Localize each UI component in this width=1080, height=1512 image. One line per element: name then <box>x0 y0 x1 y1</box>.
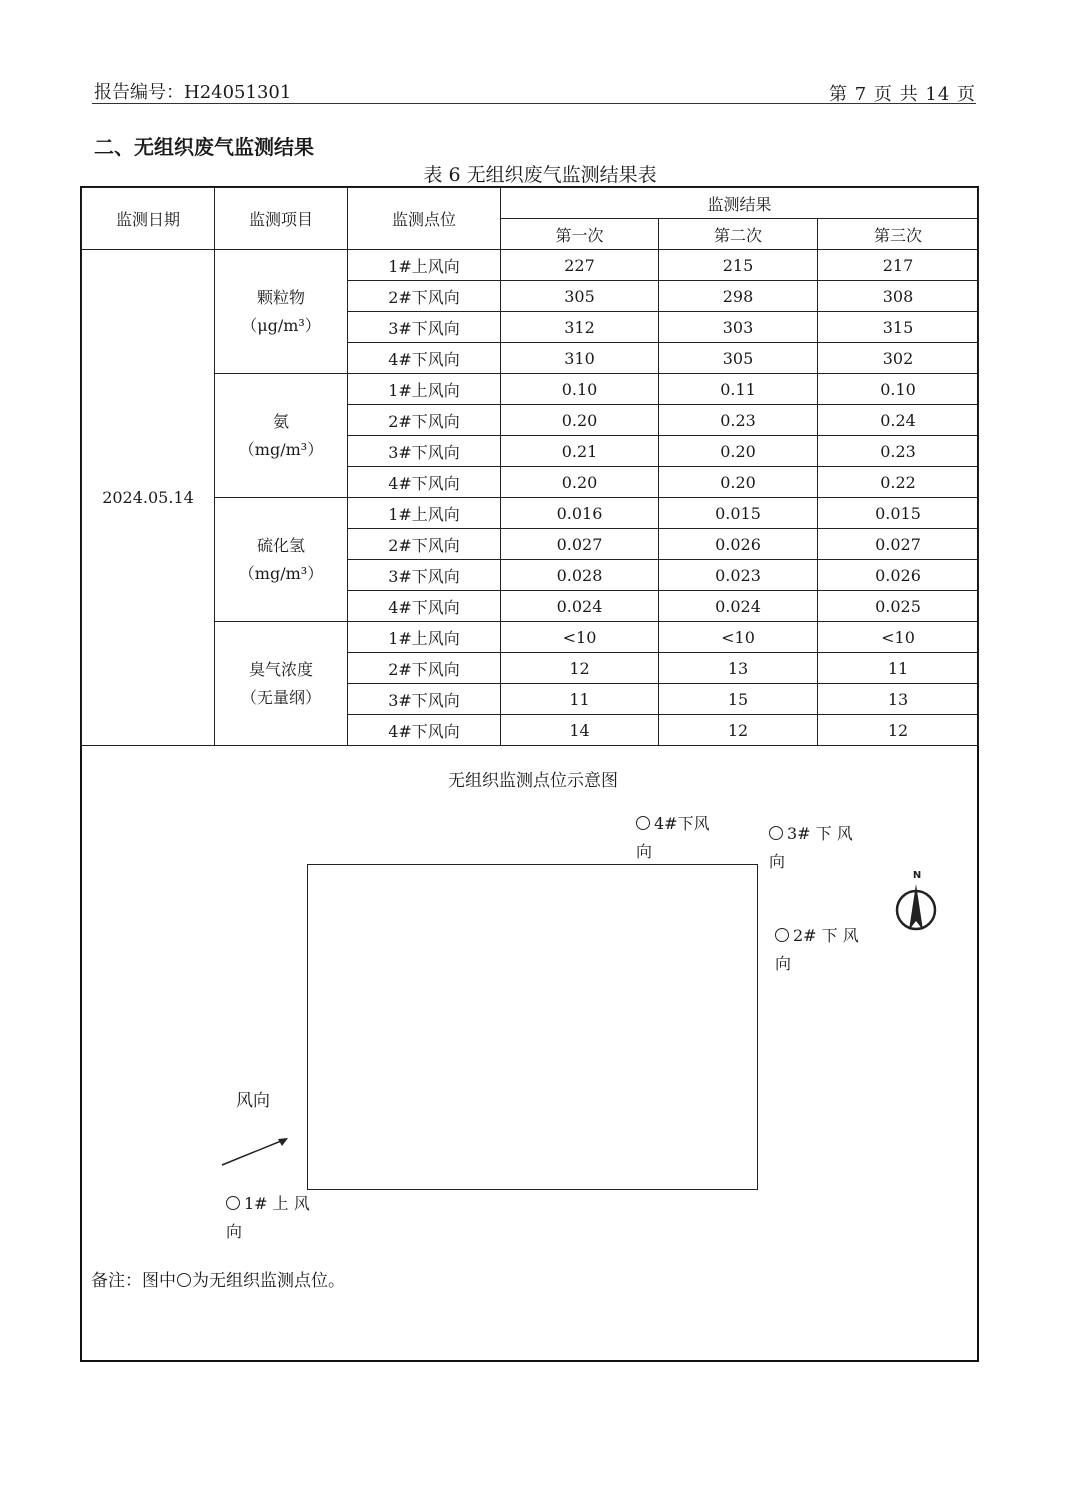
site-boundary <box>307 864 758 1190</box>
item-cell <box>215 498 348 622</box>
point-cell: 2#下风向 <box>348 281 501 312</box>
value-cell: 0.028 <box>501 560 659 591</box>
table-row <box>82 498 979 529</box>
value-cell: <10 <box>501 622 659 653</box>
north-label: N <box>912 870 922 881</box>
monitor-point-1 <box>226 1190 318 1246</box>
monitor-point-1-label: 1# 上 风 向 <box>226 1194 310 1241</box>
footnote-prefix: 备注：图中 <box>91 1271 176 1291</box>
monitor-point-4 <box>636 810 718 866</box>
value-cell: 0.015 <box>818 498 979 529</box>
monitor-point-2-label: 2# 下 风 向 <box>775 926 859 973</box>
value-cell: 14 <box>501 715 659 746</box>
value-cell: 227 <box>501 250 659 281</box>
item-name: 颗粒物 <box>256 287 305 307</box>
circle-marker-icon <box>769 826 783 840</box>
item-cell <box>215 250 348 374</box>
value-cell: 217 <box>818 250 979 281</box>
point-cell: 1#上风向 <box>348 374 501 405</box>
point-cell: 2#下风向 <box>348 529 501 560</box>
value-cell: 0.11 <box>659 374 818 405</box>
point-cell: 4#下风向 <box>348 591 501 622</box>
value-cell: 0.23 <box>659 405 818 436</box>
item-unit: （μg/m³） <box>241 315 321 335</box>
monitor-point-3-label: 3# 下 风 向 <box>769 824 853 871</box>
value-cell: 303 <box>659 312 818 343</box>
value-cell: 215 <box>659 250 818 281</box>
value-cell: 11 <box>501 684 659 715</box>
point-cell: 4#下风向 <box>348 467 501 498</box>
value-cell: 0.20 <box>659 467 818 498</box>
value-cell: <10 <box>818 622 979 653</box>
header-run-1: 第一次 <box>501 219 659 250</box>
value-cell: 0.023 <box>659 560 818 591</box>
table-row <box>82 374 979 405</box>
value-cell: 0.026 <box>818 560 979 591</box>
item-unit: （无量纲） <box>240 687 321 707</box>
table-caption: 表 6 无组织废气监测结果表 <box>423 164 657 186</box>
item-name: 硫化氢 <box>256 535 305 555</box>
point-cell: 4#下风向 <box>348 715 501 746</box>
value-cell: 308 <box>818 281 979 312</box>
value-cell: 0.21 <box>501 436 659 467</box>
value-cell: 0.025 <box>818 591 979 622</box>
item-cell <box>215 622 348 746</box>
footnote-suffix: 为无组织监测点位。 <box>192 1271 345 1291</box>
header-result: 监测结果 <box>501 188 979 219</box>
diagram-title: 无组织监测点位示意图 <box>448 771 618 791</box>
point-cell: 3#下风向 <box>348 436 501 467</box>
value-cell: 305 <box>501 281 659 312</box>
monitor-point-3 <box>769 820 869 876</box>
value-cell: 0.24 <box>818 405 979 436</box>
table-row <box>82 622 979 653</box>
value-cell: 312 <box>501 312 659 343</box>
header-item: 监测项目 <box>215 188 348 250</box>
table-row <box>82 250 979 281</box>
value-cell: 11 <box>818 653 979 684</box>
value-cell: 0.015 <box>659 498 818 529</box>
value-cell: 0.20 <box>501 467 659 498</box>
item-name: 氨 <box>272 411 289 431</box>
circle-marker-icon <box>177 1273 191 1287</box>
value-cell: 0.027 <box>818 529 979 560</box>
value-cell: 310 <box>501 343 659 374</box>
header-divider <box>92 103 976 104</box>
value-cell: 298 <box>659 281 818 312</box>
value-cell: 15 <box>659 684 818 715</box>
value-cell: 0.027 <box>501 529 659 560</box>
wind-direction-label: 风向 <box>236 1091 270 1111</box>
value-cell: <10 <box>659 622 818 653</box>
point-cell: 1#上风向 <box>348 250 501 281</box>
value-cell: 12 <box>818 715 979 746</box>
header-point: 监测点位 <box>348 188 501 250</box>
monitor-point-2 <box>775 922 869 978</box>
value-cell: 315 <box>818 312 979 343</box>
value-cell: 0.024 <box>501 591 659 622</box>
footnote <box>91 1266 345 1291</box>
value-cell: 305 <box>659 343 818 374</box>
point-cell: 4#下风向 <box>348 343 501 374</box>
section-title: 二、无组织废气监测结果 <box>94 135 314 159</box>
point-cell: 1#上风向 <box>348 622 501 653</box>
circle-marker-icon <box>775 928 789 942</box>
results-table <box>81 187 979 746</box>
item-name: 臭气浓度 <box>248 659 313 679</box>
value-cell: 0.20 <box>501 405 659 436</box>
header-run-2: 第二次 <box>659 219 818 250</box>
value-cell: 0.026 <box>659 529 818 560</box>
item-unit: （mg/m³） <box>238 563 324 583</box>
item-unit: （mg/m³） <box>238 439 324 459</box>
point-cell: 3#下风向 <box>348 560 501 591</box>
value-cell: 12 <box>501 653 659 684</box>
monitor-point-4-label: 4#下风 向 <box>636 814 710 861</box>
value-cell: 0.10 <box>501 374 659 405</box>
point-cell: 1#上风向 <box>348 498 501 529</box>
point-cell: 3#下风向 <box>348 312 501 343</box>
value-cell: 0.024 <box>659 591 818 622</box>
wind-arrow-icon <box>218 1134 292 1170</box>
value-cell: 0.22 <box>818 467 979 498</box>
north-arrow-icon <box>888 866 946 938</box>
item-cell <box>215 374 348 498</box>
page-info: 第 7 页 共 14 页 <box>829 84 976 105</box>
report-number: 报告编号：H24051301 <box>94 82 292 103</box>
header-date: 监测日期 <box>82 188 215 250</box>
circle-marker-icon <box>636 816 650 830</box>
point-cell: 3#下风向 <box>348 684 501 715</box>
value-cell: 0.20 <box>659 436 818 467</box>
value-cell: 302 <box>818 343 979 374</box>
point-cell: 2#下风向 <box>348 405 501 436</box>
value-cell: 0.23 <box>818 436 979 467</box>
value-cell: 13 <box>659 653 818 684</box>
circle-marker-icon <box>226 1196 240 1210</box>
value-cell: 12 <box>659 715 818 746</box>
date-cell: 2024.05.14 <box>82 250 215 746</box>
value-cell: 13 <box>818 684 979 715</box>
value-cell: 0.016 <box>501 498 659 529</box>
point-cell: 2#下风向 <box>348 653 501 684</box>
header-run-3: 第三次 <box>818 219 979 250</box>
value-cell: 0.10 <box>818 374 979 405</box>
